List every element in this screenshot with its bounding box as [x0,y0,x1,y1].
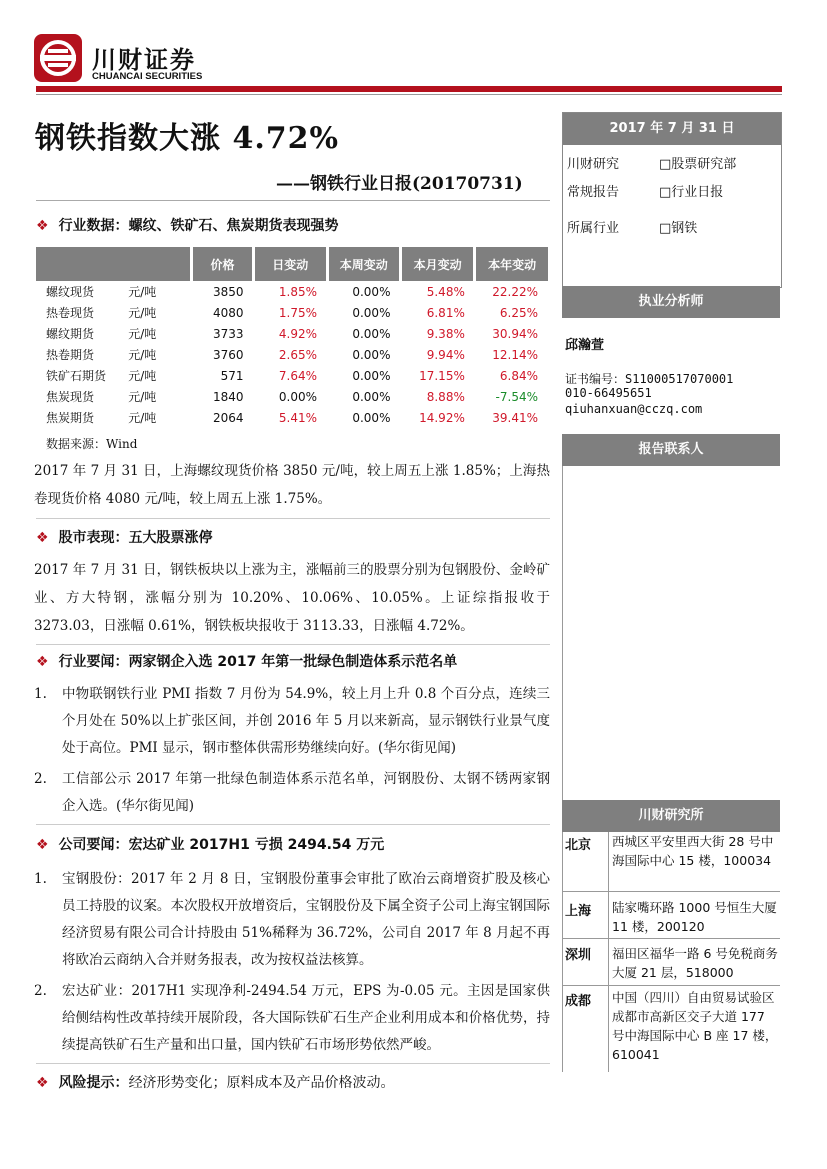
row-name: 焦炭现货 [46,390,95,404]
section-label: 风险提示： [58,1075,129,1091]
row-day: 1.85% [278,284,318,299]
list-item [34,681,550,762]
row-name: 热卷现货 [46,306,95,320]
row-price: 1840 [213,389,244,404]
row-year: 39.41% [492,410,538,425]
info-value: □股票研究部 [659,157,737,172]
table-row [36,281,548,302]
row-day: 7.64% [278,368,318,383]
row-day: 0.00% [278,389,318,404]
section-industry-data [36,215,339,235]
row-price: 4080 [213,305,244,320]
table-header: 本年变动 [475,247,548,281]
row-unit: 元/吨 [128,285,157,299]
industry-data-paragraph: 2017 年 7 月 31 日，上海螺纹现货价格 3850 元/吨，较上周五上涨 1.85%；上海热卷现货价格 4080 元/吨，较上周五上涨 1.75%。 [34,463,550,507]
row-week: 0.00% [352,347,391,362]
city-column-divider [608,832,609,1072]
contact-header: 报告联系人 [562,434,780,466]
section-label: 股市表现： [58,530,129,546]
info-key: 所属行业 [567,221,620,236]
analyst-header: 执业分析师 [562,286,780,318]
table-header: 价格 [192,247,254,281]
row-price: 3850 [213,284,244,299]
row-name: 铁矿石期货 [46,369,107,383]
list-item [34,866,550,974]
section-stocks [36,527,213,547]
row-year: 30.94% [492,326,538,341]
list-text: 宏达矿业：2017H1 实现净利-2494.54 万元，EPS 为-0.05 元。主因是国家供给侧结构性改革持续开展阶段，各大国际铁矿石生产企业利用成本和价格优势，持续提高铁矿石生产量和出口量，国内铁矿石市场形势依然严峻。 [62,983,550,1053]
info-row [567,217,697,236]
section-company-news [36,834,384,854]
row-price: 3733 [213,326,244,341]
section-divider [36,644,550,645]
section-label: 行业要闻： [58,654,129,670]
list-number: 1. [34,686,47,702]
row-name: 热卷期货 [46,348,95,362]
report-date: 2017 年 7 月 31 日 [563,113,781,145]
list-text: 工信部公示 2017 年第一批绿色制造体系示范名单，河钢股份、太钢不锈两家钢企入选。(华尔街见闻) [62,771,550,814]
info-row [567,181,723,200]
institute-header: 川财研究所 [562,800,780,832]
report-info-box [562,112,782,288]
list-text: 宝钢股份：2017 年 2 月 8 日，宝钢股份董事会审批了欧冶云商增资扩股及核心员工持股的议案。本次股权开放增资后，宝钢股份及下属全资子公司上海宝钢国际经济贸易有限公司合计持股由 51%稀释为 36.72%，公司自 2017 年 8 月起不再将欧冶云商纳入合并财务报表，改为按权益法核算。 [62,871,550,968]
address-chengdu: 中国（四川）自由贸易试验区成都市高新区交子大道 177 号中海国际中心 B 座 17 楼，610041 [612,990,778,1062]
table-header: 本周变动 [327,247,400,281]
header-bar [36,86,782,92]
city-chengdu: 成都 [565,994,592,1009]
company-logo [34,34,82,82]
info-value: □钢铁 [659,221,698,236]
row-name: 焦炭期货 [46,411,95,425]
row-month: 17.15% [419,368,465,383]
row-month: 6.81% [426,305,465,320]
row-unit: 元/吨 [128,348,157,362]
logo-text-en: CHUANCAI SECURITIES [92,71,203,82]
table-row [36,344,548,365]
row-week: 0.00% [352,368,391,383]
row-year: 22.22% [492,284,538,299]
analyst-cert: 证书编号：S1100051707000​1 [565,372,734,386]
diamond-bullet-icon: ❖ [36,1075,49,1091]
info-row [567,153,736,172]
row-unit: 元/吨 [128,411,157,425]
section-risk [36,1072,395,1092]
row-year: 6.25% [499,305,538,320]
city-shanghai: 上海 [565,904,592,919]
table-row [36,386,548,407]
row-year: 6.84% [499,368,538,383]
address-divider [562,985,780,986]
list-number: 1. [34,871,47,887]
info-value: □行业日报 [659,185,724,200]
price-table [36,247,548,428]
section-industry-news [36,651,457,671]
table-row [36,302,548,323]
city-beijing: 北京 [565,838,592,853]
row-year: 12.14% [492,347,538,362]
row-week: 0.00% [352,305,391,320]
title-divider [36,200,550,201]
section-divider [36,1063,550,1064]
analyst-name: 邱瀚萱 [565,338,605,353]
list-item [34,766,550,820]
row-day: 4.92% [278,326,318,341]
analyst-phone: 010-66495651 [565,386,652,400]
section-divider [36,518,550,519]
row-month: 9.94% [426,347,465,362]
section-label: 行业数据： [58,218,129,234]
logo-text-cn: 川财证券 [92,46,196,74]
row-price: 2064 [213,410,244,425]
info-key: 常规报告 [567,185,620,200]
row-day: 5.41% [278,410,318,425]
report-title: 钢铁指数大涨 4.72% [35,121,340,156]
row-unit: 元/吨 [128,369,157,383]
info-key: 川财研究 [567,157,620,172]
list-number: 2. [34,771,47,787]
row-month: 9.38% [426,326,465,341]
address-divider [562,938,780,939]
table-row [36,407,548,428]
city-shenzhen: 深圳 [565,948,592,963]
row-month: 8.88% [426,389,465,404]
sidebar-border [562,832,563,1072]
diamond-bullet-icon: ❖ [36,837,49,853]
table-header-blank [36,247,192,281]
row-price: 571 [220,368,244,383]
diamond-bullet-icon: ❖ [36,654,49,670]
section-title: 螺纹、铁矿石、焦炭期货表现强势 [128,218,339,234]
table-source: 数据来源：Wind [46,437,138,451]
table-row [36,365,548,386]
stocks-paragraph: 2017 年 7 月 31 日，钢铁板块以上涨为主，涨幅前三的股票分别为包钢股份、金岭矿业、方大特钢，涨幅分别为 10.20%、10.06%、10.05%。上证综指报收于 3273.03，日涨幅 0.61%，钢铁板块报收于 3113.33，日涨幅 4.72%。 [34,562,550,634]
list-number: 2. [34,983,47,999]
row-month: 14.92% [419,410,465,425]
row-unit: 元/吨 [128,306,157,320]
risk-text: 经济形势变化；原料成本及产品价格波动。 [128,1075,395,1091]
analyst-email[interactable]: qiuhanxuan@cczq.com [565,402,703,416]
diamond-bullet-icon: ❖ [36,218,49,234]
row-week: 0.00% [352,326,391,341]
row-name: 螺纹期货 [46,327,95,341]
diamond-bullet-icon: ❖ [36,530,49,546]
row-year: -7.54% [495,389,538,404]
section-title: 五大股票涨停 [128,530,213,546]
report-subtitle: ——钢铁行业日报(20170731) [276,174,523,194]
section-label: 公司要闻： [58,837,129,853]
address-beijing: 西城区平安里西大街 28 号中海国际中心 15 楼，100034 [612,834,774,868]
table-row [36,323,548,344]
row-day: 2.65% [278,347,318,362]
table-header: 日变动 [254,247,327,281]
row-month: 5.48% [426,284,465,299]
list-text: 中物联钢铁行业 PMI 指数 7 月份为 54.9%，较上月上升 0.8 个百分点，连续三个月处在 50%以上扩张区间，并创 2016 年 5 月以来新高，显示钢铁行业景气度处于高位。PMI 显示，钢市整体供需形势继续向好。(华尔街见闻) [62,686,550,756]
table-header: 本月变动 [400,247,474,281]
row-unit: 元/吨 [128,327,157,341]
section-title: 宏达矿业 2017H1 亏损 2494.54 万元 [128,837,385,853]
address-divider [562,891,780,892]
address-shanghai: 陆家嘴环路 1000 号恒生大厦 11 楼，200120 [612,900,777,934]
sidebar-border [562,466,563,800]
list-item [34,978,550,1059]
row-name: 螺纹现货 [46,285,95,299]
row-price: 3760 [213,347,244,362]
row-week: 0.00% [352,389,391,404]
row-unit: 元/吨 [128,390,157,404]
section-title: 两家钢企入选 2017 年第一批绿色制造体系示范名单 [128,654,458,670]
row-week: 0.00% [352,284,391,299]
header-divider [36,94,782,95]
row-week: 0.00% [352,410,391,425]
row-day: 1.75% [278,305,318,320]
section-divider [36,824,550,825]
address-shenzhen: 福田区福华一路 6 号免税商务大厦 21 层，518000 [612,946,778,980]
